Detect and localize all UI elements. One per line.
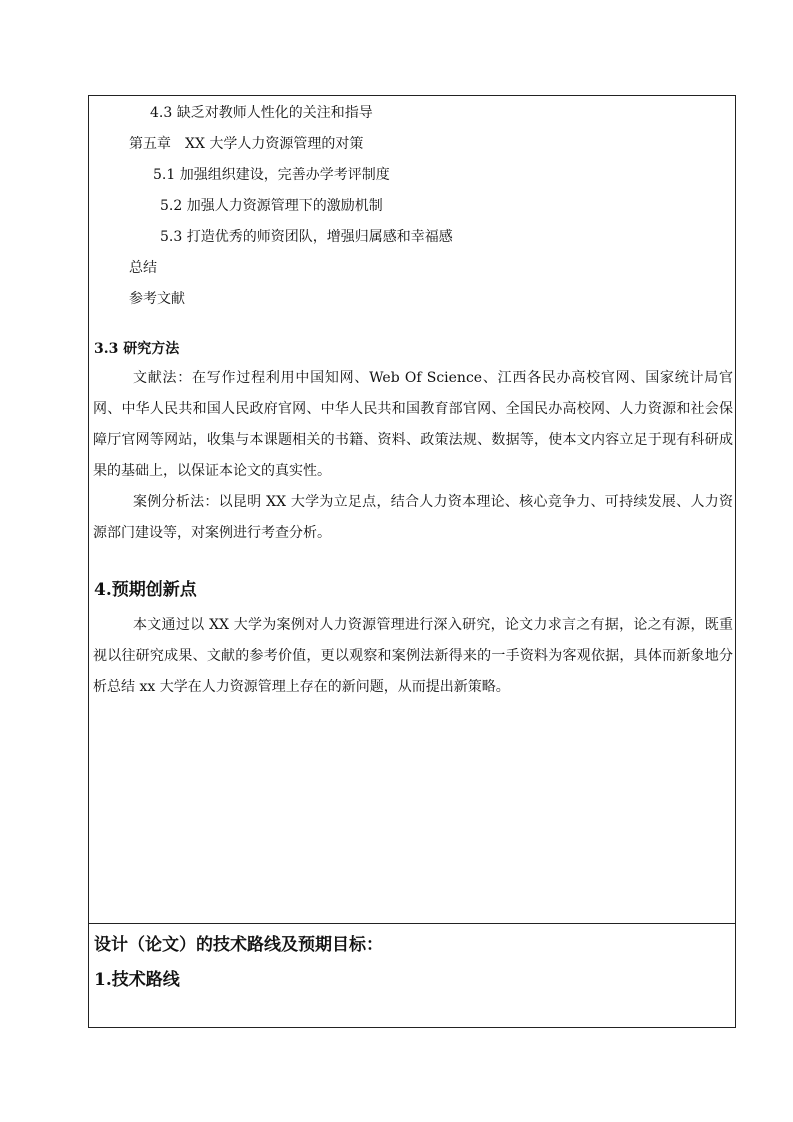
toc-chapter-5: 第五章 XX 大学人力资源管理的对策	[129, 136, 364, 152]
table-divider	[89, 923, 735, 924]
tech-route-section-heading: 设计（论文）的技术路线及预期目标：	[94, 935, 383, 955]
toc-item-5-1: 5.1 加强组织建设，完善办学考评制度	[153, 167, 390, 183]
section-3-3-heading: 3.3 研究方法	[94, 341, 180, 357]
toc-item-5-2: 5.2 加强人力资源管理下的激励机制	[160, 198, 383, 214]
tech-route-subheading: 1.技术路线	[94, 970, 180, 990]
toc-references: 参考文献	[129, 291, 185, 307]
toc-item-5-3: 5.3 打造优秀的师资团队，增强归属感和幸福感	[160, 229, 453, 245]
toc-item-4-3: 4.3 缺乏对教师人性化的关注和指导	[150, 105, 373, 121]
paragraph-literature-method: 文献法：在写作过程利用中国知网、Web Of Science、江西各民办高校官网、国家统计局官网、中华人民共和国人民政府官网、中华人民共和国教育部官网、全国民办高校网、人力资源和社会保障厅官网等网站，收集与本课题相关的书籍、资料、政策法规、数据等，使本文内容立足于现有科研成果的基础上，以保证本论文的真实性。	[93, 370, 733, 479]
paragraph-case-method: 案例分析法：以昆明 XX 大学为立足点，结合人力资本理论、核心竞争力、可持续发展、人力资源部门建设等，对案例进行考查分析。	[93, 494, 733, 541]
toc-summary: 总结	[129, 260, 157, 276]
paragraph-innovation: 本文通过以 XX 大学为案例对人力资源管理进行深入研究，论文力求言之有据，论之有源，既重视以往研究成果、文献的参考价值，更以观察和案例法新得来的一手资料为客观依据，具体而新象地分析总结 xx 大学在人力资源管理上存在的新问题，从而提出新策略。	[93, 617, 733, 695]
document-table-frame	[88, 95, 736, 1028]
section-4-heading: 4.预期创新点	[94, 580, 197, 600]
